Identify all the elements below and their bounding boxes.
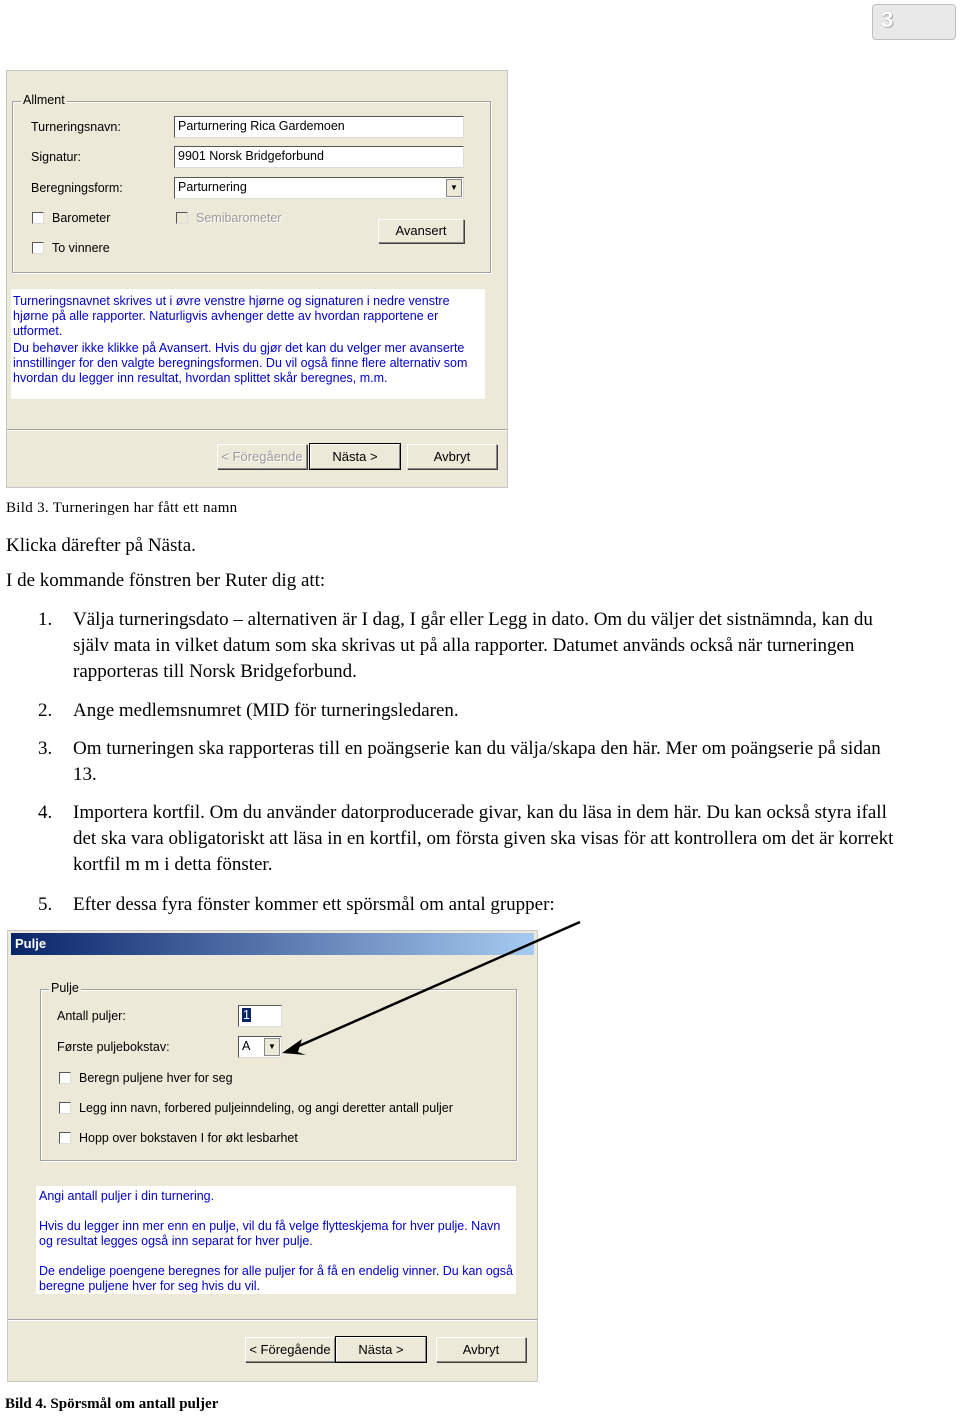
pool-count-label: Antall puljer: [57, 1009, 126, 1023]
paragraph-click-next: Klicka därefter på Nästa. [6, 535, 196, 556]
list-item-2: Ange medlemsnumret (MID för turneringsledaren. [73, 700, 459, 721]
pool-next-button[interactable]: Nästa > [336, 1337, 426, 1362]
page-number: 3 [881, 7, 894, 32]
signature-input[interactable]: 9901 Norsk Bridgeforbund [174, 146, 464, 168]
cancel-button[interactable]: Avbryt [407, 444, 497, 469]
signature-label: Signatur: [31, 150, 82, 164]
pool-info-paragraph-2: Hvis du legger inn mer enn en pulje, vil du få velge flytteskjema for hver pulje. Navn og resultat legges også inn separat for hver pulje. [39, 1219, 501, 1248]
back-button[interactable]: < Föregående [217, 444, 307, 469]
pool-cancel-button[interactable]: Avbryt [436, 1337, 526, 1362]
figure-caption-2: Bild 4. Spörsmål om antall puljer [5, 1396, 219, 1412]
enter-names-first-label: Legg inn navn, forbered puljeinndeling, og angi deretter antall puljer [79, 1101, 453, 1115]
list-item-3: Om turneringen ska rapporteras till en poängserie kan du välja/skapa den här. Mer om poängserie på sidan 13. [73, 738, 881, 785]
skip-letter-i-label: Hopp over bokstaven I for økt lesbarhet [79, 1131, 298, 1145]
advanced-button[interactable]: Avansert [378, 219, 464, 243]
first-pool-letter-value: A [242, 1039, 251, 1053]
list-item-5: Efter dessa fyra fönster kommer ett spörsmål om antal grupper: [73, 894, 555, 915]
list-number-5: 5. [38, 894, 53, 915]
list-number-3: 3. [38, 738, 53, 759]
barometer-label: Barometer [52, 211, 111, 225]
list-item-4: Importera kortfil. Om du använder datorproducerade givar, kan du läsa in dem här. Du kan också styra ifall det ska vara obligatoriskt att läsa in en kortfil, om första given ska visas för att kontrollera om det är korrekt kortfil m m i detta fönster. [73, 802, 894, 875]
pool-count-value: 1 [243, 1008, 250, 1022]
tournament-name-label: Turneringsnavn: [31, 120, 121, 134]
calculation-form-label: Beregningsform: [31, 181, 123, 195]
pool-info-paragraph-1: Angi antall puljer i din turnering. [39, 1189, 215, 1203]
two-winners-label: To vinnere [52, 241, 110, 255]
paragraph-intro: I de kommande fönstren ber Ruter dig att: [6, 570, 326, 591]
figure-caption-1: Bild 3. Turneringen har fått ett namn [6, 500, 238, 516]
pool-group-title: Pulje [51, 981, 79, 995]
list-number-1: 1. [38, 609, 53, 630]
list-number-2: 2. [38, 700, 53, 721]
pool-info-paragraph-3: De endelige poengene beregnes for alle puljer for å få en endelig vinner. Du kan også beregne puljene hver for seg hvis du vil. [39, 1264, 513, 1293]
list-number-4: 4. [38, 802, 53, 823]
dropdown-arrow-icon[interactable]: ▼ [446, 179, 462, 197]
general-group-title: Allment [23, 93, 65, 107]
next-button[interactable]: Nästa > [310, 444, 400, 469]
pool-back-button[interactable]: < Föregående [245, 1337, 335, 1362]
pool-window-title: Pulje [15, 936, 47, 951]
tournament-name-input[interactable]: Parturnering Rica Gardemoen [174, 116, 464, 138]
list-item-1: Välja turneringsdato – alternativen är I dag, I går eller Legg in dato. Om du väljer det sistnämnda, kan du själv mata in vilket datum som ska skrivas ut på alla rapporter. Datumet används också när turneringen rapporteras till Norsk Bridgeforbund. [73, 609, 873, 682]
info-paragraph-1: Turneringsnavnet skrives ut i øvre venstre hjørne og signaturen i nedre venstre hjørne på alle rapporter. Naturligvis avhenger dette av hvordan rapportene er utformet. [13, 294, 450, 338]
dropdown-arrow-icon[interactable]: ▼ [264, 1038, 280, 1056]
calculation-form-value: Parturnering [178, 180, 247, 194]
semibarometer-label: Semibarometer [196, 211, 282, 225]
calc-pools-separately-label: Beregn puljene hver for seg [79, 1071, 233, 1085]
info-paragraph-2: Du behøver ikke klikke på Avansert. Hvis du gjør det kan du velger mer avanserte innstillinger for den valgte beregningsformen. Du vil også finne flere alternativ som hvordan du legger inn resultat, hvordan splittet skår beregnes, m.m. [13, 341, 468, 385]
first-pool-letter-label: Første puljebokstav: [57, 1040, 170, 1054]
